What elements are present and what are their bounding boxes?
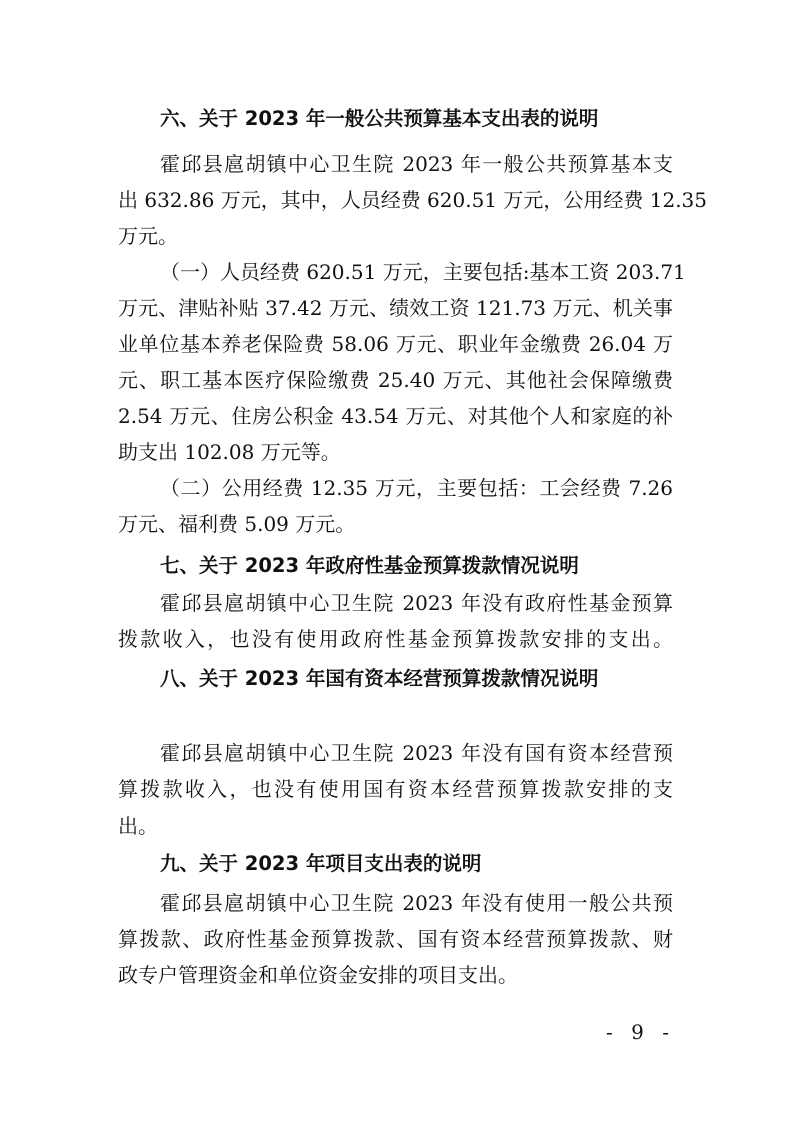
section-6-paragraph-2-line-2: 万元、津贴补贴 37.42 万元、绩效工资 121.73 万元、机关事 bbox=[118, 296, 673, 320]
section-6-paragraph-2-line-3: 业单位基本养老保险费 58.06 万元、职业年金缴费 26.04 万 bbox=[118, 332, 673, 356]
section-6-paragraph-2-line-6: 助支出 102.08 万元等。 bbox=[118, 440, 341, 464]
section-9-paragraph-line-2: 算拨款、政府性基金预算拨款、国有资本经营预算拨款、财 bbox=[118, 927, 673, 951]
section-9-paragraph-line-3: 政专户管理资金和单位资金安排的项目支出。 bbox=[118, 963, 518, 987]
section-8-paragraph-line-2: 算拨款收入，也没有使用国有资本经营预算拨款安排的支 bbox=[118, 777, 673, 801]
section-7-paragraph-line-2: 拨款收入，也没有使用政府性基金预算拨款安排的支出。 bbox=[118, 627, 673, 651]
page-number: - 9 - bbox=[606, 1020, 675, 1044]
section-6-paragraph-2-line-1: （一）人员经费 620.51 万元，主要包括:基本工资 203.71 bbox=[160, 260, 686, 284]
section-7-paragraph-line-1: 霍邱县扈胡镇中心卫生院 2023 年没有政府性基金预算 bbox=[160, 591, 673, 615]
section-6-paragraph-1-line-1: 霍邱县扈胡镇中心卫生院 2023 年一般公共预算基本支 bbox=[160, 152, 673, 176]
section-6-paragraph-3-line-1: （二）公用经费 12.35 万元，主要包括：工会经费 7.26 bbox=[160, 476, 673, 500]
section-9-paragraph-line-1: 霍邱县扈胡镇中心卫生院 2023 年没有使用一般公共预 bbox=[160, 891, 673, 915]
section-8-paragraph-line-3: 出。 bbox=[118, 814, 158, 838]
section-6-paragraph-2-line-5: 2.54 万元、住房公积金 43.54 万元、对其他个人和家庭的补 bbox=[118, 404, 673, 428]
section-8-paragraph-line-1: 霍邱县扈胡镇中心卫生院 2023 年没有国有资本经营预 bbox=[160, 741, 673, 765]
section-6-heading: 六、关于 2023 年一般公共预算基本支出表的说明 bbox=[160, 107, 599, 130]
section-6-paragraph-3-line-2: 万元、福利费 5.09 万元。 bbox=[118, 512, 356, 536]
section-9-heading: 九、关于 2023 年项目支出表的说明 bbox=[160, 852, 482, 875]
section-6-paragraph-1-line-2: 出 632.86 万元，其中，人员经费 620.51 万元，公用经费 12.35 bbox=[118, 188, 708, 212]
section-6-paragraph-1-line-3: 万元。 bbox=[118, 224, 178, 248]
section-7-heading: 七、关于 2023 年政府性基金预算拨款情况说明 bbox=[160, 554, 579, 577]
section-6-paragraph-2-line-4: 元、职工基本医疗保险缴费 25.40 万元、其他社会保障缴费 bbox=[118, 368, 673, 392]
section-8-heading: 八、关于 2023 年国有资本经营预算拨款情况说明 bbox=[160, 667, 599, 690]
